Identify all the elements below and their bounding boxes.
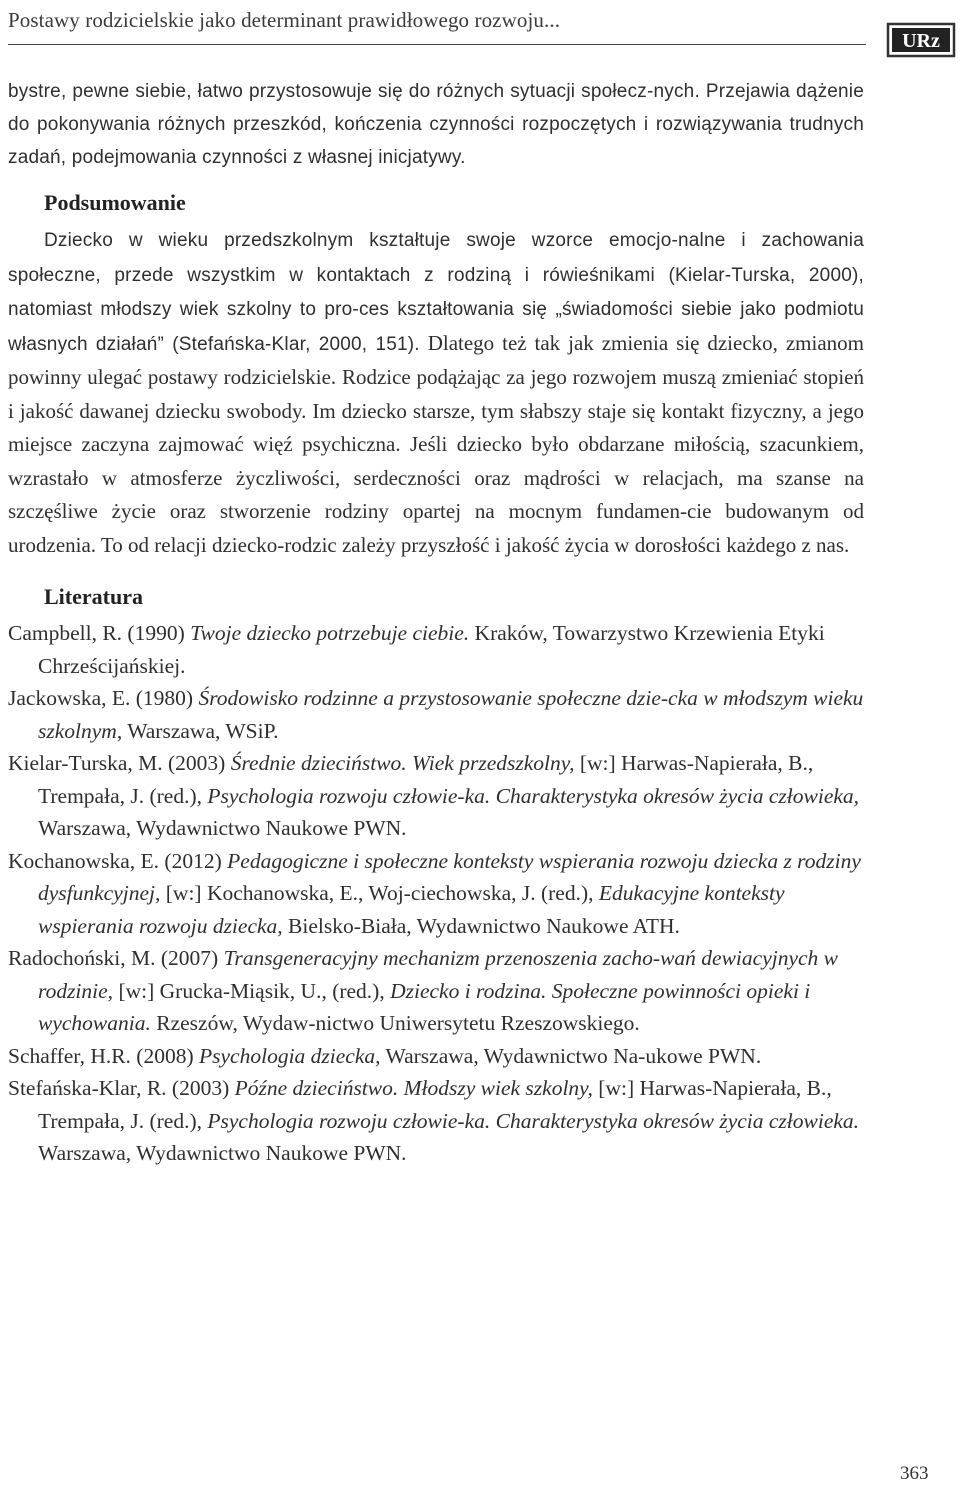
- reference-item: Campbell, R. (1990) Twoje dziecko potrzebuje ciebie. Kraków, Towarzystwo Krzewienia Etyki Chrześcijańskiej.: [8, 621, 825, 678]
- reference-item: Radochoński, M. (2007) Transgeneracyjny mechanizm przenoszenia zacho-wań dewiacyjnych w rodzinie, [w:] Grucka-Miąsik, U., (red.), Dziecko i rodzina. Społeczne powinności opieki i wychowania. Rzeszów, Wydaw-nictwo Uniwersytetu Rzeszowskiego.: [8, 946, 839, 1035]
- reference-list: [8, 617, 864, 1170]
- intro-paragraph: bystre, pewne siebie, łatwo przystosowuje się do różnych sytuacji społecz-nych. Przejawia dążenie do pokonywania różnych przeszkód, kończenia czynności rozpoczętych i rozwiązywania trudnych zadań, podejmowania czynności z własnej inicjatywy.: [8, 81, 864, 168]
- reference-item: Jackowska, E. (1980) Środowisko rodzinne a przystosowanie społeczne dzie-cka w młodszym wieku szkolnym, Warszawa, WSiP.: [8, 686, 864, 743]
- reference-item: Schaffer, H.R. (2008) Psychologia dziecka, Warszawa, Wydawnictwo Na-ukowe PWN.: [8, 1043, 762, 1068]
- summary-paragraph: [8, 223, 864, 562]
- section-heading-summary: Podsumowanie: [44, 190, 186, 215]
- summary-text-part1: Dziecko w wieku przedszkolnym kształtuje swoje wzorce emocjo-nalne i zachowania społeczne, przede wszystkim w kontaktach z rodziną i rówieśnikami (Kielar-Turska, 2000), natomiast młodszy wiek szkolny to pro-ces kształtowania się „świadomości siebie jako podmiotu własnych działań” (Stefańska-Klar, 2000, 151).: [8, 230, 864, 355]
- running-header: Postawy rodzicielskie jako determinant prawidłowego rozwoju...: [8, 8, 561, 32]
- page-number: 363: [900, 1463, 929, 1484]
- reference-item: Kochanowska, E. (2012) Pedagogiczne i społeczne konteksty wspierania rozwoju dziecka z rodziny dysfunkcyjnej, [w:] Kochanowska, E., Woj-ciechowska, J. (red.), Edukacyjne konteksty wspierania rozwoju dziecka, Bielsko-Biała, Wydawnictwo Naukowe ATH.: [8, 848, 861, 938]
- university-logo: [886, 16, 956, 60]
- logo-text: URz: [902, 30, 940, 52]
- section-heading-literature: Literatura: [44, 584, 143, 609]
- page-content: [8, 75, 864, 1170]
- reference-item: Stefańska-Klar, R. (2003) Późne dzieciństwo. Młodszy wiek szkolny, [w:] Harwas-Napierała, B., Trempała, J. (red.), Psychologia rozwoju człowie-ka. Charakterystyka okresów życia człowieka. Warszawa, Wydawnictwo Naukowe PWN.: [8, 1076, 860, 1165]
- summary-text-part2: Dlatego też tak jak zmienia się dziecko, zmianom powinny ulegać postawy rodzicielskie. Rodzice podążając za jego rozwojem muszą zmieniać stopień i jakość dawanej dziecku swobody. Im dziecko starsze, tym słabszy staje się kontakt fizyczny, a jego miejsce zaczyna zajmować więź psychiczna. Jeśli dziecko było obdarzane miłością, szacunkiem, wzrastało w atmosferze życzliwości, serdeczności oraz mądrości w relacjach, ma szanse na szczęśliwe życie oraz stworzenie rodziny opartej na mocnym fundamen-cie budowanym od urodzenia. To od relacji dziecko-rodzic zależy przyszłość i jakość życia w dorosłości każdego z nas.: [8, 330, 864, 557]
- reference-item: Kielar-Turska, M. (2003) Średnie dzieciństwo. Wiek przedszkolny, [w:] Harwas-Napierała, B., Trempała, J. (red.), Psychologia rozwoju człowie-ka. Charakterystyka okresów życia człowieka, Warszawa, Wydawnictwo Naukowe PWN.: [8, 751, 860, 840]
- header-rule: [8, 44, 866, 45]
